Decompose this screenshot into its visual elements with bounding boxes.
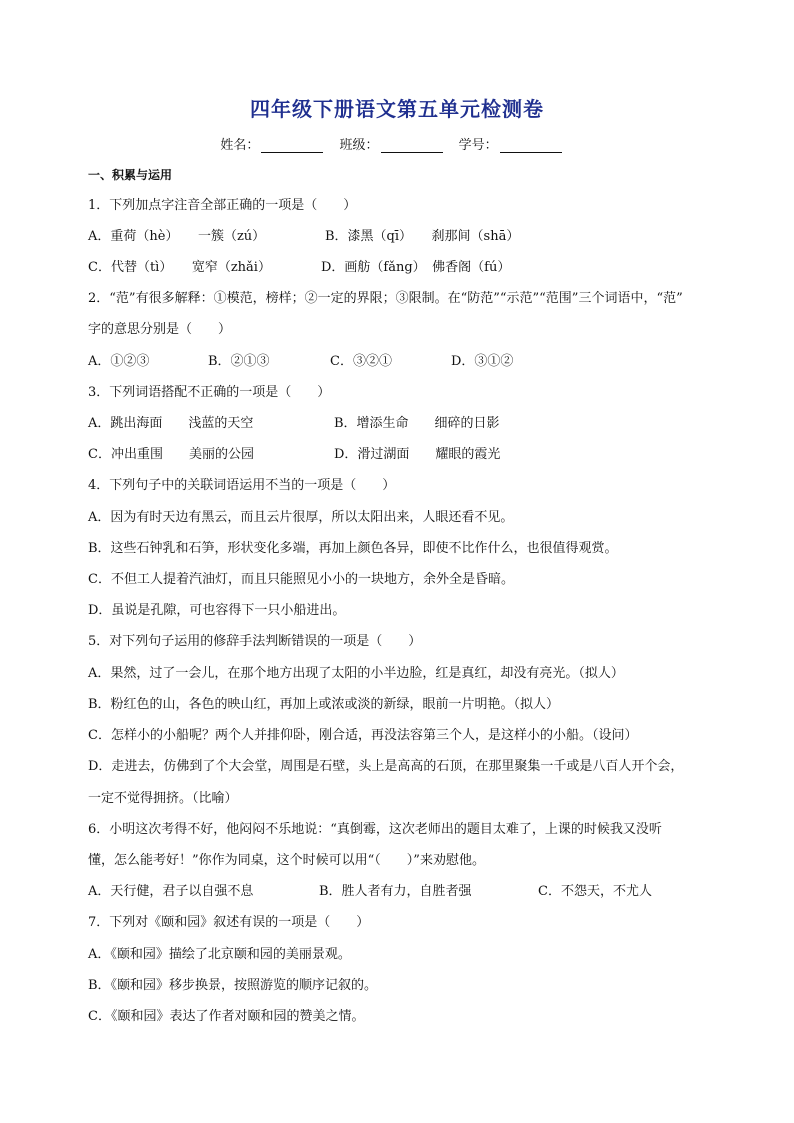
option-a[interactable]: A．天行健，君子以自强不息 [88,884,254,899]
option-c[interactable]: C．不怨天，不尤人 [538,884,652,899]
page-title: 四年级下册语文第五单元检测卷 [250,97,544,121]
student-info [0,134,794,153]
question-1-options-row1 [88,228,724,246]
question-5-stem: 5．对下列句子运用的修辞手法判断错误的一项是（ ） [88,634,422,649]
question-3-options-row1 [88,415,724,433]
question-7-option-a[interactable]: A．《颐和园》描绘了北京颐和园的美丽景观。 [88,947,351,962]
question-6-options [88,883,724,901]
option-a[interactable]: A．①②③ [88,354,150,369]
option-c[interactable]: C．③②① [330,354,392,369]
question-5-option-a[interactable]: A．果然，过了一会儿，在那个地方出现了太阳的小半边脸，红是真红，却没有亮光。（拟人） [88,666,624,681]
option-a[interactable]: A．跳出海面 浅蓝的天空 [88,416,254,431]
section-heading: 一、积累与运用 [88,168,173,182]
question-2-stem-line1: 2．“范”有很多解释：①模范，榜样；②一定的界限；③限制。在“防范”“示范”“范围”三个词语中，“范” [88,291,683,306]
question-1-options-row2 [88,259,724,277]
question-5-option-c[interactable]: C．怎样小的小船呢？两个人并排仰卧，刚合适，再没法容第三个人，是这样小的小船。（设问） [88,728,638,743]
option-b[interactable]: B．②①③ [208,354,270,369]
option-b[interactable]: B．增添生命 细碎的日影 [334,416,500,431]
question-4-stem: 4．下列句子中的关联词语运用不当的一项是（ ） [88,478,396,493]
question-4-option-b[interactable]: B．这些石钟乳和石笋，形状变化多端，再加上颜色各异，即使不比作什么，也很值得观赏。 [88,541,618,556]
question-3-options-row2 [88,446,724,464]
question-6-stem-line1: 6．小明这次考得不好，他闷闷不乐地说：“真倒霉，这次老师出的题目太难了，上课的时候我又没听 [88,822,662,837]
option-b[interactable]: B．胜人者有力，自胜者强 [319,884,472,899]
option-c[interactable]: C．冲出重围 美丽的公园 [88,447,254,462]
question-1-stem: 1．下列加点字注音全部正确的一项是（ ） [88,198,357,213]
question-7-option-c[interactable]: C．《颐和园》表达了作者对颐和园的赞美之情。 [88,1009,365,1024]
option-c[interactable]: C．代替（tì） 宽窄（zhǎi） [88,260,271,275]
option-a[interactable]: A．重荷（hè） 一簇（zú） [88,229,266,244]
option-d[interactable]: D．③①② [451,354,514,369]
question-4-option-d[interactable]: D．虽说是孔隙，可也容得下一只小船进出。 [88,603,346,618]
question-5-option-d-line2[interactable]: 一定不觉得拥挤。（比喻） [88,791,238,806]
question-2-stem-line2: 字的意思分别是（ ） [88,322,232,337]
question-7-stem: 7．下列对《颐和园》叙述有误的一项是（ ） [88,915,370,930]
question-2-options [88,353,724,371]
question-7-option-b[interactable]: B．《颐和园》移步换景，按照游览的顺序记叙的。 [88,978,378,993]
name-label: 姓名： [220,138,260,153]
id-blank[interactable] [500,138,562,153]
question-4-option-c[interactable]: C．不但工人提着汽油灯，而且只能照见小小的一块地方，余外全是昏暗。 [88,572,514,587]
id-label: 学号： [458,138,498,153]
option-b[interactable]: B．漆黑（qī） 刹那间（shā） [325,229,520,244]
question-6-stem-line2: 懂，怎么能考好！”你作为同桌，这个时候可以用“（ ）”来劝慰他。 [88,853,485,868]
option-d[interactable]: D．滑过湖面 耀眼的霞光 [334,447,501,462]
question-4-option-a[interactable]: A．因为有时天边有黑云，而且云片很厚，所以太阳出来，人眼还看不见。 [88,510,514,525]
class-label: 班级： [339,138,379,153]
question-3-stem: 3．下列词语搭配不正确的一项是（ ） [88,385,331,400]
class-blank[interactable] [381,138,443,153]
name-blank[interactable] [261,138,323,153]
question-5-option-b[interactable]: B．粉红色的山，各色的映山红，再加上或浓或淡的新绿，眼前一片明艳。（拟人） [88,697,560,712]
option-d[interactable]: D．画舫（fǎng） 佛香阁（fú） [321,260,511,275]
question-5-option-d-line1[interactable]: D．走进去，仿佛到了个大会堂，周围是石壁，头上是高高的石顶，在那里聚集一千或是八百人开个会， [88,759,684,774]
